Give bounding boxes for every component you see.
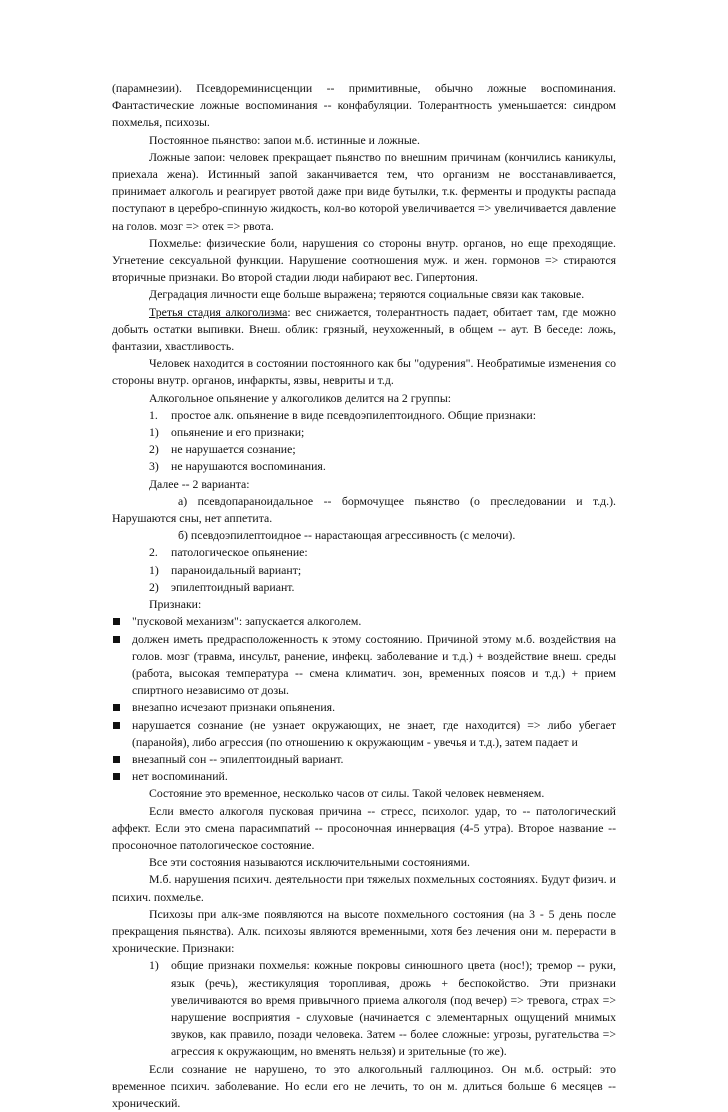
stage-heading: Третья стадия алкоголизма: [149, 304, 288, 319]
bullet-item: [112, 768, 616, 785]
list-item: [149, 579, 616, 596]
square-bullet-icon: [112, 631, 132, 700]
list-number: 1.: [149, 407, 158, 422]
list-item: [149, 407, 616, 424]
list-number: 1): [149, 958, 159, 973]
bullet-item: [112, 751, 616, 768]
paragraph: Состояние это временное, несколько часов от силы. Такой человек невменяем.: [149, 786, 545, 801]
list-text: опьянение и его признаки;: [171, 425, 305, 440]
paragraph: М.б. нарушения психич. деятельности при тяжелых похмельных состояниях. Будут физич. и психич. похмелье.: [112, 872, 616, 904]
bullet-text: внезапный сон -- эпилептоидный вариант.: [132, 751, 344, 766]
paragraph: Алкогольное опьянение у алкоголиков делится на 2 группы:: [149, 390, 452, 405]
paragraph: (парамнезии). Псевдореминисценции -- примитивные, обычно ложные воспоминания. Фантастические ложные воспоминания -- конфабуляции. Толерантность уменьшается: синдром похмелья, психозы.: [112, 81, 616, 130]
paragraph: б) псевдоэпилептоидное -- нарастающая агрессивность (с мелочи).: [178, 528, 516, 543]
square-bullet-icon: [112, 768, 132, 785]
paragraph: Если сознание не нарушено, то это алкогольный галлюциноз. Он м.б. острый: это временное психич. заболевание. Но если его не лечить, то он м. длиться больше 6 месяцев -- хронический.: [112, 1061, 616, 1110]
document-page: [112, 80, 616, 1112]
list-number: 1): [149, 562, 159, 577]
list-number: 2): [149, 442, 159, 457]
list-text: патологическое опьянение:: [171, 545, 308, 560]
square-bullet-icon: [112, 751, 132, 768]
bullet-item: [112, 717, 616, 751]
list-text: эпилептоидный вариант.: [171, 579, 295, 594]
paragraph: Психозы при алк-зме появляются на высоте похмельного состояния (на 3 - 5 день после прекращения пьянства). Алк. психозы являются временными, хотя без лечения они м. перерасти в хронические. Признаки:: [112, 906, 616, 956]
list-text: общие признаки похмелья: кожные покровы синюшного цвета (нос!); тремор -- руки, язык (речь), жестикуляция торопливая, дрожь + беспокойство. Эти признаки увеличиваются во время привычного приема алкоголя (под вечер) => тревога, страх => нарушение восприятия - слуховые (начинается с элементарных ощущений мнимых звуков, как правило, позади человека. Затем -- более сложные: угрозы, ругательства => агрессия к окружающим, но вменять нельзя) и зрительные (то же).: [171, 958, 616, 1059]
list-item: [149, 957, 616, 1060]
square-bullet-icon: [112, 613, 132, 630]
list-number: 3): [149, 459, 159, 474]
list-text: простое алк. опьянение в виде псевдоэпилептоидного. Общие признаки:: [171, 407, 536, 422]
list-number: 2.: [149, 545, 158, 560]
paragraph: Далее -- 2 варианта:: [149, 476, 250, 491]
paragraph: Деградация личности еще больше выражена; теряются социальные связи как таковые.: [149, 287, 585, 302]
list-item: [149, 544, 616, 561]
paragraph: Человек находится в состоянии постоянного как бы "одурения". Необратимые изменения со стороны внутр. органов, инфаркты, язвы, невриты и т.д.: [112, 356, 616, 388]
paragraph: Признаки:: [149, 597, 202, 612]
paragraph-text: : вес снижается, толерантность падает, обитает там, где можно добыть остатки выпивки. Внеш. облик: грязный, неухоженный, в общем -- аут. В беседе: ложь, фантазии, хвастливость.: [112, 304, 616, 354]
list-number: 2): [149, 579, 159, 594]
list-text: не нарушаются воспоминания.: [171, 459, 326, 474]
bullet-text: нарушается сознание (не узнает окружающих, не знает, где находится) => либо убегает (паранойя), либо агрессия (по отношению к окружающим - увечья и т.д.), затем падает и: [132, 717, 616, 749]
bullet-item: [112, 699, 616, 716]
square-bullet-icon: [112, 699, 132, 716]
list-item: [149, 424, 616, 441]
square-bullet-icon: [112, 717, 132, 751]
list-number: 1): [149, 425, 159, 440]
list-item: [149, 441, 616, 458]
list-text: не нарушается сознание;: [171, 442, 296, 457]
paragraph: [112, 304, 616, 356]
bullet-text: нет воспоминаний.: [132, 769, 228, 784]
list-text: параноидальный вариант;: [171, 562, 302, 577]
paragraph: а) псевдопараноидальное -- бормочущее пьянство (о преследовании и т.д.). Нарушаются сны, нет аппетита.: [112, 493, 616, 526]
paragraph: Постоянное пьянство: запои м.б. истинные и ложные.: [149, 132, 420, 147]
bullet-text: "пусковой механизм": запускается алкоголем.: [132, 614, 362, 629]
bullet-item: [112, 631, 616, 700]
list-item: [149, 562, 616, 579]
list-item: [149, 458, 616, 475]
paragraph: Похмелье: физические боли, нарушения со стороны внутр. органов, но еще преходящие. Угнетение сексуальной функции. Нарушение соотношения муж. и жен. гормонов => стираются вторичные признаки. Во второй стадии люди набирают вес. Гипертония.: [112, 235, 616, 285]
paragraph: Ложные запои: человек прекращает пьянство по внешним причинам (кончились каникулы, приехала жена). Истинный запой заканчивается тем, что организм не восстанавливается, принимает алкоголь и реагирует рвотой даже при виде бутылки, т.к. ферменты и продукты распада поступают в церебро-спинную жидкость, кол-во которой увеличивается => увеличивается давление на голов. мозг => отек => рвота.: [112, 149, 616, 233]
bullet-text: внезапно исчезают признаки опьянения.: [132, 700, 336, 715]
paragraph: Все эти состояния называются исключительными состояниями.: [149, 855, 470, 870]
bullet-item: [112, 613, 616, 630]
paragraph: Если вместо алкоголя пусковая причина -- стресс, психолог. удар, то -- патологический аффект. Если это смена парасимпатий -- просоночная иннервация (4-5 утра). Второе название -- просоночное патологическое состояние.: [112, 803, 616, 852]
bullet-text: должен иметь предрасположенность к этому состоянию. Причиной этому м.б. воздействия на голов. мозг (травма, инсульт, ранение, инфекц. заболевание и т.д.) + воздействие внеш. среды (работа, высокая температура -- смена климатич. зон, временных поясов и т.д.) + прием спиртного независимо от дозы.: [132, 631, 616, 698]
